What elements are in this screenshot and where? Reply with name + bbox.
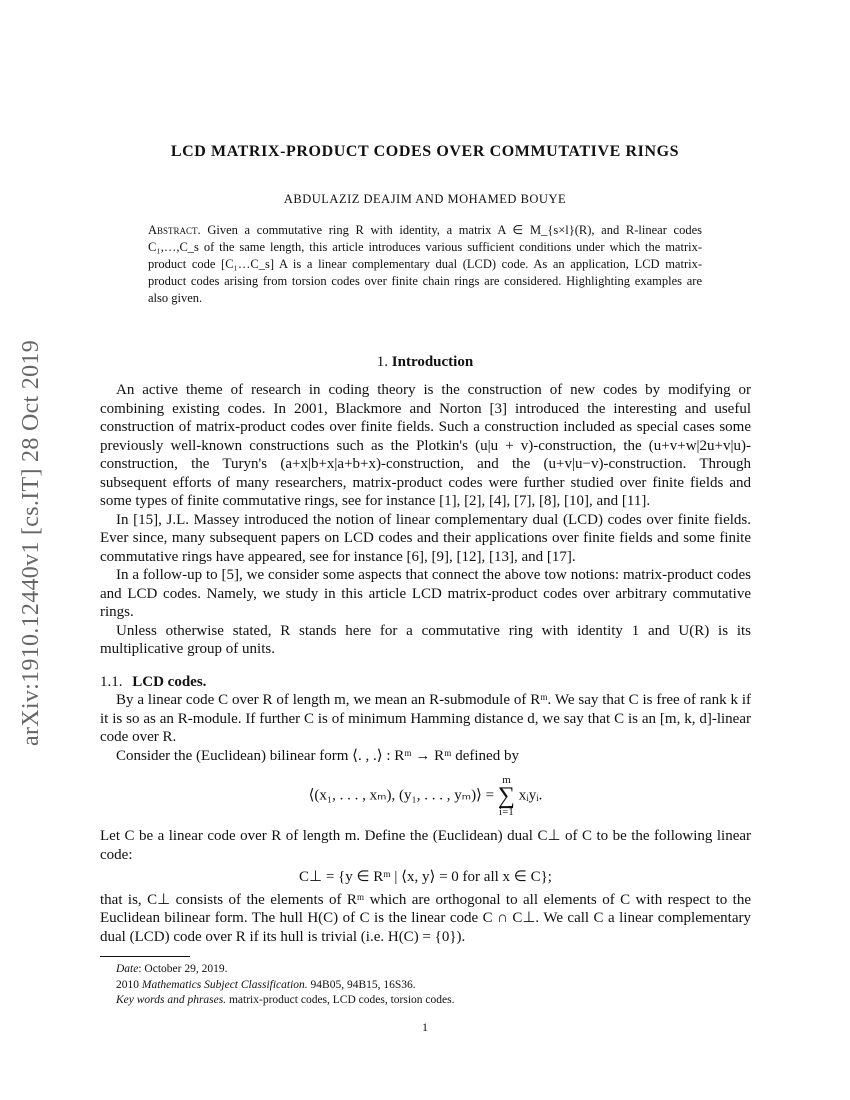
footnote-msc [116, 978, 736, 994]
section-number: 1. [376, 354, 389, 370]
equation-dual-code: C⊥ = {y ∈ Rᵐ | ⟨x, y⟩ = 0 for all x ∈ C}; [299, 869, 552, 885]
paragraph: that is, C⊥ consists of the elements of Rᵐ which are orthogonal to all elements of C with respect to the Euclidean bilinear form. The hull H(C) of C is the linear code C ∩ C⊥. We call C a linear complementary dual (LCD) code over R if its hull is trivial (i.e. H(C) = {0}). [100, 891, 751, 945]
arxiv-identifier: arXiv:1910.12440v1 [cs.IT] 28 Oct 2019 [18, 340, 44, 746]
footnote-keywords-value: matrix-product codes, LCD codes, torsion codes. [226, 994, 455, 1006]
paragraph: Unless otherwise stated, R stands here for a commutative ring with identity 1 and U(R) is its multiplicative group of units. [100, 622, 751, 657]
footnotes [116, 962, 736, 1009]
footnote-keywords-label: Key words and phrases. [116, 994, 227, 1006]
footnote-msc-label: Mathematics Subject Classification. [141, 978, 308, 991]
paragraph: An active theme of research in coding theory is the construction of new codes by modifying or combining existing codes. In 2001, Blackmore and Norton [3] introduced the interesting and useful construction of matrix-product codes over finite fields. Such a construction included as special cases some previously well-known constructions such as the Plotkin's (u|u + v)-construction, the (u+v+w|2u+v|u)-construction, the Turyn's (a+x|b+x|a+b+x)-construction, and the (u+v|u−v)-construction. Through subsequent efforts of many researchers, matrix-product codes were further studied over finite fields and some types of finite commutative rings, see for instance [1], [2], [4], [7], [8], [10], and [11]. [100, 382, 751, 509]
paragraph: By a linear code C over R of length m, we mean an R-submodule of Rᵐ. We say that C is free of rank k if it is so as an R-module. If further C is of minimum Hamming distance d, we say that C is an [m, k, d]-linear code over R. [100, 692, 751, 745]
footnote-date-value: : October 29, 2019. [138, 963, 228, 975]
footnote-date [116, 962, 736, 978]
sigma-icon: ∑ [497, 783, 515, 809]
abstract [148, 222, 702, 307]
subsection-number: 1.1. [100, 673, 123, 690]
section-heading [0, 353, 850, 371]
footnote-msc-value: 94B05, 94B15, 16S36. [307, 978, 416, 991]
equation-rhs: xᵢyᵢ. [518, 787, 543, 804]
equation-inner-product [100, 775, 751, 817]
sum-lower-limit: i=1 [499, 806, 514, 818]
paragraph: Consider the (Euclidean) bilinear form ⟨. , .⟩ : Rᵐ → Rᵐ defined by [116, 747, 519, 764]
section-title: Introduction [391, 354, 474, 370]
subsection-heading [100, 673, 751, 692]
main-body [100, 381, 751, 946]
paper-title: LCD MATRIX-PRODUCT CODES OVER COMMUTATIVE RINGS [170, 143, 680, 160]
sum-upper-limit: m [502, 774, 511, 786]
paragraph: In a follow-up to [5], we consider some aspects that connect the above tow notions: matrix-product codes and LCD codes. Namely, we study in this article LCD matrix-product codes over arbitrary commutative rings. [100, 567, 751, 620]
paragraph: In [15], J.L. Massey introduced the notion of linear complementary dual (LCD) codes over finite fields. Ever since, many subsequent papers on LCD codes and their applications over finite fields and some finite commutative rings have appeared, see for instance [6], [9], [12], [13], and [17]. [100, 511, 751, 565]
footnote-msc-year: 2010 [116, 978, 142, 991]
summation [498, 775, 515, 817]
footnote-divider [100, 956, 190, 957]
abstract-text: Given a commutative ring R with identity, a matrix A ∈ M_{s×l}(R), and R-linear codes C₁,…,C_s of the same length, this article introduces various sufficient conditions under which the matrix-product code [C₁…C_s] A is a linear complementary dual (LCD) code. As an application, LCD matrix-product codes arising from torsion codes over finite chain rings are considered. Highlighting examples are also given. [148, 223, 702, 305]
page-number: 1 [422, 1020, 428, 1034]
paper-authors: ABDULAZIZ DEAJIM AND MOHAMED BOUYE [283, 192, 567, 206]
footnote-keywords [116, 993, 736, 1009]
abstract-label: Abstract. [148, 223, 201, 237]
footnote-date-label: Date [116, 963, 139, 975]
paragraph: Let C be a linear code over R of length m. Define the (Euclidean) dual C⊥ of C to be the following linear code: [100, 828, 751, 863]
subsection-title: LCD codes. [132, 673, 207, 690]
equation-lhs: ⟨(x₁, . . . , xₘ), (y₁, . . . , yₘ)⟩ = [308, 787, 495, 804]
